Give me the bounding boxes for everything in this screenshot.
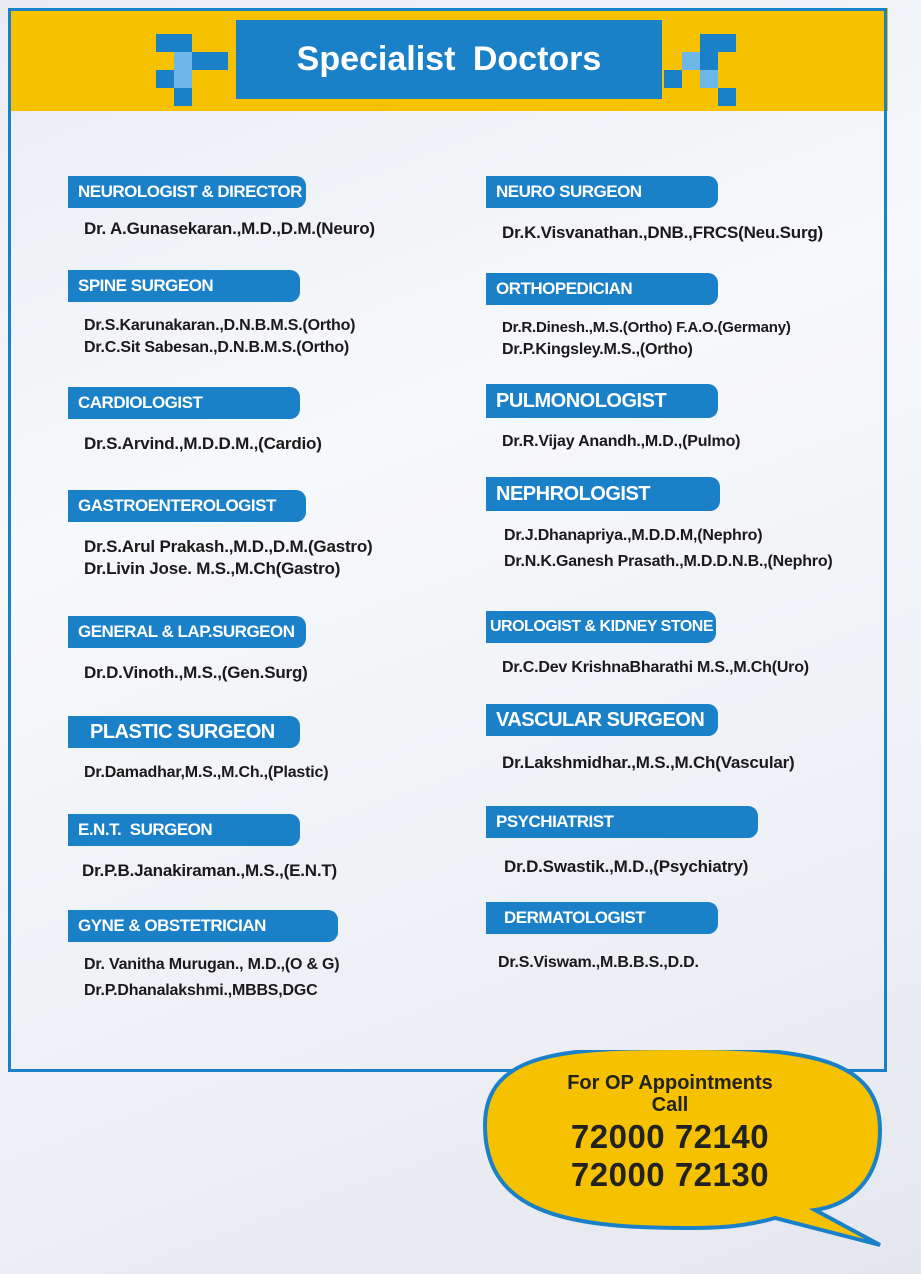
- doctor-name: Dr.P.Dhanalakshmi.,MBBS,DGC: [84, 982, 318, 999]
- category-tag: CARDIOLOGIST: [68, 387, 300, 419]
- doctor-name: Dr.Lakshmidhar.,M.S.,M.Ch(Vascular): [502, 753, 795, 772]
- section-urologist: [486, 611, 809, 679]
- phone-number[interactable]: 72000 72130: [570, 1156, 770, 1193]
- section-psychiatrist: [486, 806, 758, 878]
- section-ent-surgeon: [68, 814, 337, 882]
- category-tag: ORTHOPEDICIAN: [486, 273, 718, 305]
- category-tag: NEURO SURGEON: [486, 176, 718, 208]
- doctor-name: Dr.J.Dhanapriya.,M.D.D.M,(Nephro): [504, 527, 763, 544]
- section-nephrologist: [486, 477, 833, 573]
- doctor-name: Dr. Vanitha Murugan., M.D.,(O & G): [84, 956, 340, 973]
- doctor-name: Dr. A.Gunasekaran.,M.D.,D.M.(Neuro): [84, 219, 375, 238]
- section-neuro-surgeon: [486, 176, 823, 244]
- call-label: Call: [651, 1094, 689, 1116]
- section-plastic-surgeon: [68, 716, 328, 784]
- category-tag: DERMATOLOGIST: [486, 902, 718, 934]
- page-title: Specialist Doctors: [236, 20, 662, 99]
- doctor-name: Dr.D.Swastik.,M.D.,(Psychiatry): [504, 857, 749, 876]
- doctor-name: Dr.D.Vinoth.,M.S.,(Gen.Surg): [84, 663, 308, 682]
- doctor-name: Dr.S.Arvind.,M.D.D.M.,(Cardio): [84, 434, 322, 453]
- phone-number[interactable]: 72000 72140: [570, 1118, 770, 1155]
- section-orthopedician: [486, 273, 791, 361]
- category-tag: GASTROENTEROLOGIST: [68, 490, 306, 522]
- section-cardiologist: [68, 387, 322, 455]
- category-tag: NEUROLOGIST & DIRECTOR: [68, 176, 306, 208]
- doctor-name: Dr.C.Sit Sabesan.,D.N.B.M.S.(Ortho): [84, 339, 350, 356]
- section-neurologist: [68, 176, 375, 240]
- section-vascular-surgeon: [486, 704, 794, 774]
- section-pulmonologist: [486, 384, 740, 453]
- category-tag: VASCULAR SURGEON: [486, 704, 718, 736]
- section-gyne-obstetrician: [68, 910, 339, 1002]
- doctor-name: Dr.R.Vijay Anandh.,M.D.,(Pulmo): [502, 433, 741, 450]
- appointment-label: For OP Appointments: [567, 1072, 773, 1094]
- category-tag: UROLOGIST & KIDNEY STONE: [486, 611, 716, 643]
- doctor-name: Dr.Damadhar,M.S.,M.Ch.,(Plastic): [84, 764, 329, 781]
- category-tag: GYNE & OBSTETRICIAN: [68, 910, 338, 942]
- section-gastroenterologist: [68, 490, 372, 580]
- category-tag: PSYCHIATRIST: [486, 806, 758, 838]
- doctor-name: Dr.P.Kingsley.M.S.,(Ortho): [502, 341, 693, 358]
- category-tag: SPINE SURGEON: [68, 270, 300, 302]
- doctor-name: Dr.S.Viswam.,M.B.B.S.,D.D.: [498, 954, 699, 971]
- doctor-name: Dr.P.B.Janakiraman.,M.S.,(E.N.T): [82, 861, 337, 880]
- category-tag: GENERAL & LAP.SURGEON: [68, 616, 306, 648]
- category-tag: PULMONOLOGIST: [486, 384, 718, 418]
- section-spine-surgeon: [68, 270, 355, 359]
- doctor-name: Dr.N.K.Ganesh Prasath.,M.D.D.N.B.,(Nephro): [504, 553, 833, 570]
- section-dermatologist: [486, 902, 718, 974]
- doctor-name: Dr.S.Arul Prakash.,M.D.,D.M.(Gastro): [84, 537, 373, 556]
- doctor-name: Dr.Livin Jose. M.S.,M.Ch(Gastro): [84, 559, 341, 578]
- category-tag: NEPHROLOGIST: [486, 477, 720, 511]
- doctor-name: Dr.K.Visvanathan.,DNB.,FRCS(Neu.Surg): [502, 223, 824, 242]
- doctor-name: Dr.R.Dinesh.,M.S.(Ortho) F.A.O.(Germany): [502, 319, 791, 336]
- category-tag: E.N.T. SURGEON: [68, 814, 300, 846]
- category-tag: PLASTIC SURGEON: [68, 716, 300, 748]
- section-general-lap-surgeon: [68, 616, 308, 684]
- doctor-name: Dr.S.Karunakaran.,D.N.B.M.S.(Ortho): [84, 317, 356, 334]
- doctor-name: Dr.C.Dev KrishnaBharathi M.S.,M.Ch(Uro): [502, 659, 809, 676]
